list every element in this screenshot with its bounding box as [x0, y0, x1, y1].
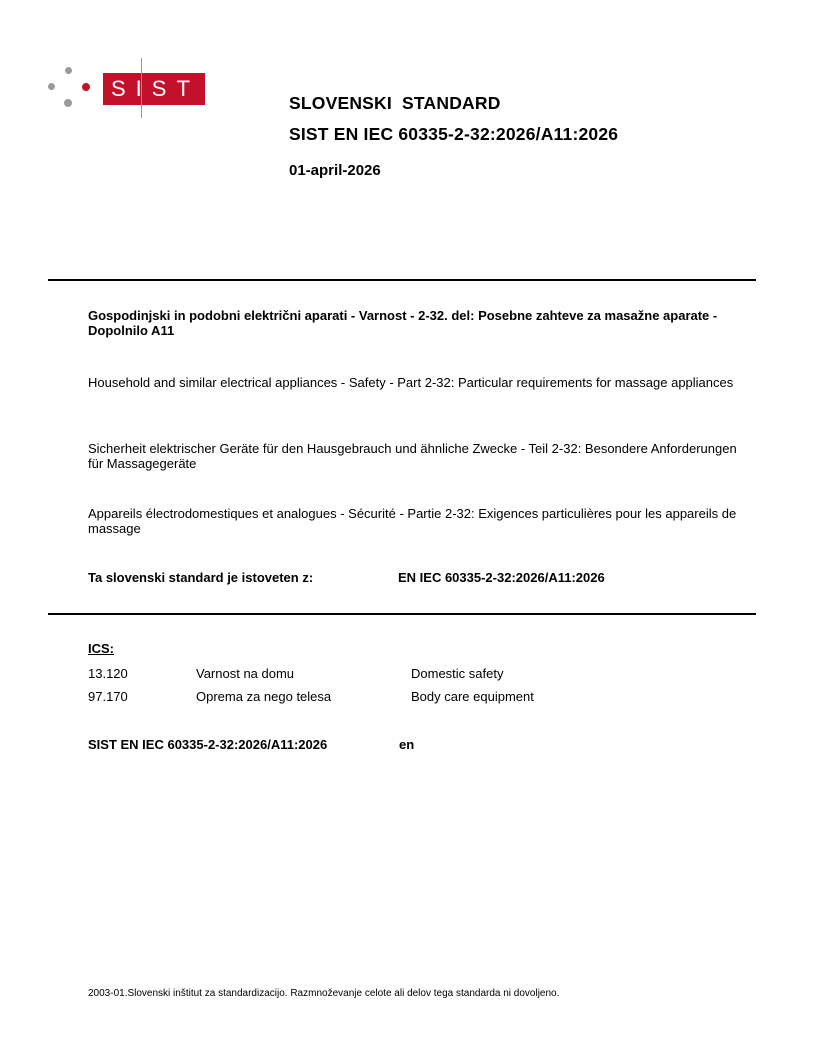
logo-dot-bottom: [64, 99, 72, 107]
divider-bottom: [48, 613, 756, 615]
ics-code: 97.170: [88, 689, 128, 704]
title-slovenian: Gospodinjski in podobni električni aparati - Varnost - 2-32. del: Posebne zahteve za masažne aparate - Dopolnilo A11: [88, 308, 718, 338]
document-reference: SIST EN IEC 60335-2-32:2026/A11:2026: [88, 737, 328, 752]
logo-dot-top: [65, 67, 72, 74]
logo-text: SIST: [111, 76, 200, 101]
identical-label: Ta slovenski standard je istoveten z:: [88, 570, 314, 585]
title-german: Sicherheit elektrischer Geräte für den Hausgebrauch und ähnliche Zwecke - Teil 2-32: Besondere Anforderungen für Massagegeräte: [88, 441, 737, 471]
title-english: Household and similar electrical appliances - Safety - Part 2-32: Particular requirements for massage appliances: [88, 375, 734, 390]
ics-description-en: Body care equipment: [411, 689, 534, 704]
ics-row: [88, 666, 708, 684]
logo-dot-left: [48, 83, 55, 90]
ics-code: 13.120: [88, 666, 128, 681]
standard-type-heading: SLOVENSKI STANDARD: [289, 93, 501, 113]
divider-top: [48, 279, 756, 281]
identical-value: EN IEC 60335-2-32:2026/A11:2026: [398, 570, 605, 585]
document-language: en: [399, 737, 415, 752]
publication-date: 01-april-2026: [289, 162, 381, 179]
standard-id-heading: SIST EN IEC 60335-2-32:2026/A11:2026: [289, 124, 619, 144]
ics-description-sl: Varnost na domu: [196, 666, 295, 681]
ics-description-en: Domestic safety: [411, 666, 504, 681]
copyright-footer: 2003-01.Slovenski inštitut za standardizacijo. Razmnoževanje celote ali delov tega standarda ni dovoljeno.: [88, 988, 560, 999]
ics-row: [88, 689, 708, 707]
ics-description-sl: Oprema za nego telesa: [196, 689, 332, 704]
logo-dot-right: [82, 83, 90, 91]
ics-heading: ICS:: [88, 641, 114, 656]
title-french: Appareils électrodomestiques et analogues - Sécurité - Partie 2-32: Exigences particulières pour les appareils de massage: [88, 506, 737, 536]
